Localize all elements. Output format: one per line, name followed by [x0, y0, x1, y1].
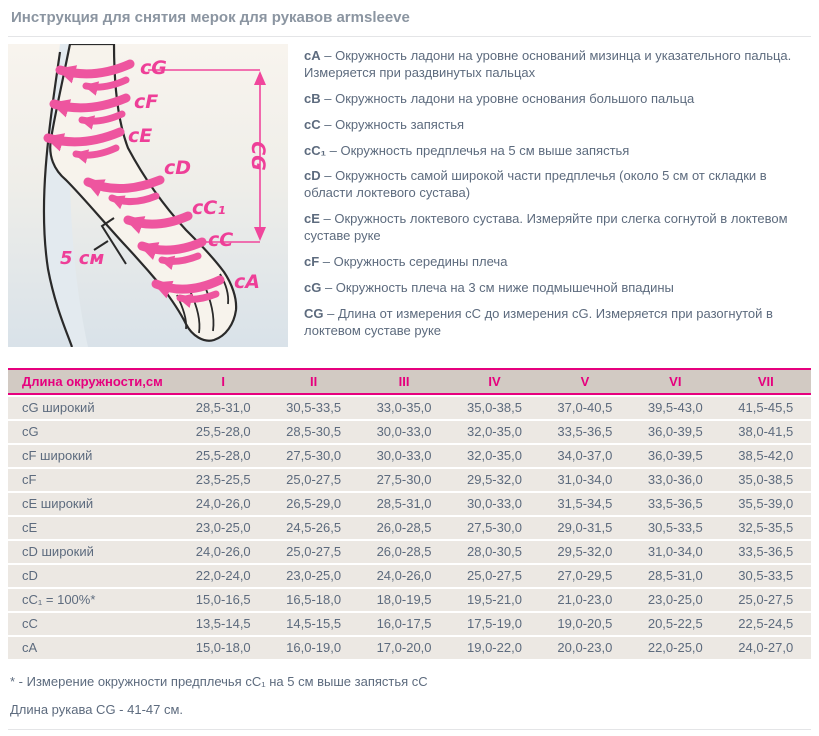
table-cell: 19,5-21,0 — [449, 589, 539, 611]
table-cell: 30,5-33,5 — [630, 517, 720, 539]
table-cell: 35,0-38,5 — [721, 469, 811, 491]
table-cell: 26,0-28,5 — [359, 517, 449, 539]
table-cell: 14,5-15,5 — [268, 613, 358, 635]
measurement-code: cE — [304, 211, 320, 227]
table-header-size: II — [268, 368, 358, 395]
measurement-code: cC — [304, 116, 321, 132]
table-cell: 35,0-38,5 — [449, 397, 539, 419]
row-label: cF — [8, 469, 178, 491]
table-cell: 38,5-42,0 — [721, 445, 811, 467]
table-cell: 23,5-25,5 — [178, 469, 268, 491]
table-cell: 30,5-33,5 — [268, 397, 358, 419]
table-cell: 31,0-34,0 — [630, 541, 720, 563]
table-cell: 16,0-19,0 — [268, 637, 358, 659]
measurement-text: – Окружность ладони на уровне оснований мизинца и указательного пальца. Измеряется при раздвинутых пальцах — [304, 48, 792, 80]
measurement-list — [304, 44, 811, 349]
size-table-body — [8, 397, 811, 659]
measurement-text: – Окружность самой широкой части предплечья (около 5 см от складки в области локтевого сустава) — [304, 168, 767, 201]
table-cell: 26,5-29,0 — [268, 493, 358, 515]
table-cell: 29,5-32,0 — [449, 469, 539, 491]
table-cell: 25,0-27,5 — [721, 589, 811, 611]
table-cell: 33,0-36,0 — [630, 469, 720, 491]
table-cell: 27,5-30,0 — [268, 445, 358, 467]
table-cell: 31,0-34,0 — [540, 469, 630, 491]
row-label: cG — [8, 421, 178, 443]
row-label: cC — [8, 613, 178, 635]
measurement-item — [304, 117, 811, 134]
table-cell: 24,5-26,5 — [268, 517, 358, 539]
measurement-code: cG — [304, 279, 322, 295]
table-cell: 33,5-36,5 — [721, 541, 811, 563]
table-row — [8, 541, 811, 563]
row-label: cD — [8, 565, 178, 587]
row-label: cF широкий — [8, 445, 178, 467]
table-cell: 24,0-26,0 — [359, 565, 449, 587]
table-cell: 20,5-22,5 — [630, 613, 720, 635]
table-cell: 25,0-27,5 — [449, 565, 539, 587]
table-cell: 28,5-31,0 — [178, 397, 268, 419]
table-row — [8, 445, 811, 467]
label-cA: cA — [234, 271, 260, 293]
row-label: cG широкий — [8, 397, 178, 419]
measurement-item — [304, 168, 811, 202]
table-cell: 34,0-37,0 — [540, 445, 630, 467]
table-header-size: III — [359, 368, 449, 395]
measurement-item — [304, 254, 811, 271]
table-cell: 26,0-28,5 — [359, 541, 449, 563]
table-cell: 32,0-35,0 — [449, 421, 539, 443]
table-cell: 29,0-31,5 — [540, 517, 630, 539]
arm-measurement-illustration — [8, 44, 288, 347]
table-cell: 24,0-26,0 — [178, 541, 268, 563]
table-cell: 19,0-20,5 — [540, 613, 630, 635]
table-header-label: Длина окружности,см — [8, 368, 178, 395]
table-row — [8, 613, 811, 635]
measurement-code: cD — [304, 168, 321, 184]
measurement-item — [304, 48, 811, 82]
label-CG-dimension: CG — [247, 141, 269, 171]
table-row — [8, 637, 811, 659]
content-area — [8, 37, 811, 349]
table-cell: 32,0-35,0 — [449, 445, 539, 467]
table-cell: 15,0-16,5 — [178, 589, 268, 611]
table-cell: 41,5-45,5 — [721, 397, 811, 419]
measurement-code: cF — [304, 254, 320, 270]
arm-illustration-svg — [8, 44, 288, 347]
measurement-item — [304, 143, 811, 160]
measurement-text: – Окружность середины плеча — [322, 254, 508, 270]
measurement-text: – Длина от измерения cC до измерения cG. Измеряется при разогнутой в локтевом суставе руке — [304, 305, 773, 338]
table-row — [8, 397, 811, 419]
page-title: Инструкция для снятия мерок для рукавов armsleeve — [8, 0, 811, 37]
table-row — [8, 565, 811, 587]
row-label: cE — [8, 517, 178, 539]
table-cell: 28,5-31,0 — [630, 565, 720, 587]
table-cell: 27,5-30,0 — [449, 517, 539, 539]
table-cell: 29,5-32,0 — [540, 541, 630, 563]
table-header-size: V — [540, 368, 630, 395]
table-header-size: IV — [449, 368, 539, 395]
measurement-text: – Окружность локтевого сустава. Измеряйте при слегка согнутой в локтевом суставе руке — [304, 211, 788, 244]
measurement-text: – Окружность ладони на уровне основания большого пальца — [324, 90, 695, 106]
table-cell: 32,5-35,5 — [721, 517, 811, 539]
row-label: cC₁ = 100%* — [8, 589, 178, 611]
table-cell: 24,0-27,0 — [721, 637, 811, 659]
table-cell: 39,5-43,0 — [630, 397, 720, 419]
table-cell: 38,0-41,5 — [721, 421, 811, 443]
measurement-item — [304, 91, 811, 108]
table-cell: 22,5-24,5 — [721, 613, 811, 635]
table-cell: 15,0-18,0 — [178, 637, 268, 659]
table-cell: 13,5-14,5 — [178, 613, 268, 635]
table-cell: 23,0-25,0 — [178, 517, 268, 539]
table-row — [8, 469, 811, 491]
table-cell: 30,0-33,0 — [359, 421, 449, 443]
label-cC: cC — [208, 229, 234, 251]
table-cell: 35,5-39,0 — [721, 493, 811, 515]
table-cell: 30,0-33,0 — [449, 493, 539, 515]
bottom-divider — [8, 729, 811, 730]
label-cD: cD — [164, 157, 192, 179]
table-cell: 16,5-18,0 — [268, 589, 358, 611]
table-cell: 27,0-29,5 — [540, 565, 630, 587]
label-cE: cE — [128, 125, 153, 147]
measurement-code: cA — [304, 48, 321, 63]
table-cell: 18,0-19,5 — [359, 589, 449, 611]
table-row — [8, 493, 811, 515]
table-cell: 25,5-28,0 — [178, 421, 268, 443]
table-cell: 33,5-36,5 — [630, 493, 720, 515]
measurement-item — [304, 280, 811, 297]
table-cell: 17,5-19,0 — [449, 613, 539, 635]
measurement-text: – Окружность предплечья на 5 см выше запястья — [329, 142, 630, 158]
footnote-asterisk: * - Измерение окружности предплечья cC₁ на 5 см выше запястья cC — [10, 673, 428, 689]
measurement-item — [304, 211, 811, 245]
label-cF: cF — [134, 91, 159, 113]
table-cell: 30,0-33,0 — [359, 445, 449, 467]
measurement-code: cB — [304, 90, 321, 106]
table-cell: 28,5-30,5 — [268, 421, 358, 443]
label-cC1: cC₁ — [192, 197, 226, 219]
table-cell: 22,0-24,0 — [178, 565, 268, 587]
table-cell: 16,0-17,5 — [359, 613, 449, 635]
table-cell: 33,5-36,5 — [540, 421, 630, 443]
row-label: cA — [8, 637, 178, 659]
table-header-row — [8, 368, 811, 395]
table-cell: 36,0-39,5 — [630, 445, 720, 467]
table-cell: 37,0-40,5 — [540, 397, 630, 419]
table-cell: 19,0-22,0 — [449, 637, 539, 659]
size-table — [8, 366, 811, 661]
footnote-sleeve-length: Длина рукава CG - 41-47 см. — [10, 701, 184, 717]
table-cell: 23,0-25,0 — [630, 589, 720, 611]
table-header-size: VII — [721, 368, 811, 395]
table-cell: 22,0-25,0 — [630, 637, 720, 659]
table-cell: 25,0-27,5 — [268, 469, 358, 491]
measurement-code: cC₁ — [304, 142, 326, 158]
label-cG: cG — [140, 57, 167, 79]
table-cell: 31,5-34,5 — [540, 493, 630, 515]
table-cell: 33,0-35,0 — [359, 397, 449, 419]
row-label: cE широкий — [8, 493, 178, 515]
row-label: cD широкий — [8, 541, 178, 563]
table-cell: 25,0-27,5 — [268, 541, 358, 563]
table-header-size: VI — [630, 368, 720, 395]
table-cell: 27,5-30,0 — [359, 469, 449, 491]
table-row — [8, 517, 811, 539]
table-row — [8, 421, 811, 443]
table-cell: 28,0-30,5 — [449, 541, 539, 563]
table-cell: 17,0-20,0 — [359, 637, 449, 659]
label-5cm: 5 см — [60, 248, 105, 269]
table-cell: 36,0-39,5 — [630, 421, 720, 443]
measurement-text: – Окружность плеча на 3 см ниже подмышечной впадины — [324, 279, 674, 295]
table-cell: 24,0-26,0 — [178, 493, 268, 515]
table-cell: 25,5-28,0 — [178, 445, 268, 467]
measurement-item — [304, 306, 811, 340]
table-row — [8, 589, 811, 611]
table-header-size: I — [178, 368, 268, 395]
measurement-text: – Окружность запястья — [324, 116, 465, 132]
table-cell: 30,5-33,5 — [721, 565, 811, 587]
table-cell: 23,0-25,0 — [268, 565, 358, 587]
table-cell: 21,0-23,0 — [540, 589, 630, 611]
table-cell: 28,5-31,0 — [359, 493, 449, 515]
measurement-code: CG — [304, 305, 324, 321]
table-cell: 20,0-23,0 — [540, 637, 630, 659]
